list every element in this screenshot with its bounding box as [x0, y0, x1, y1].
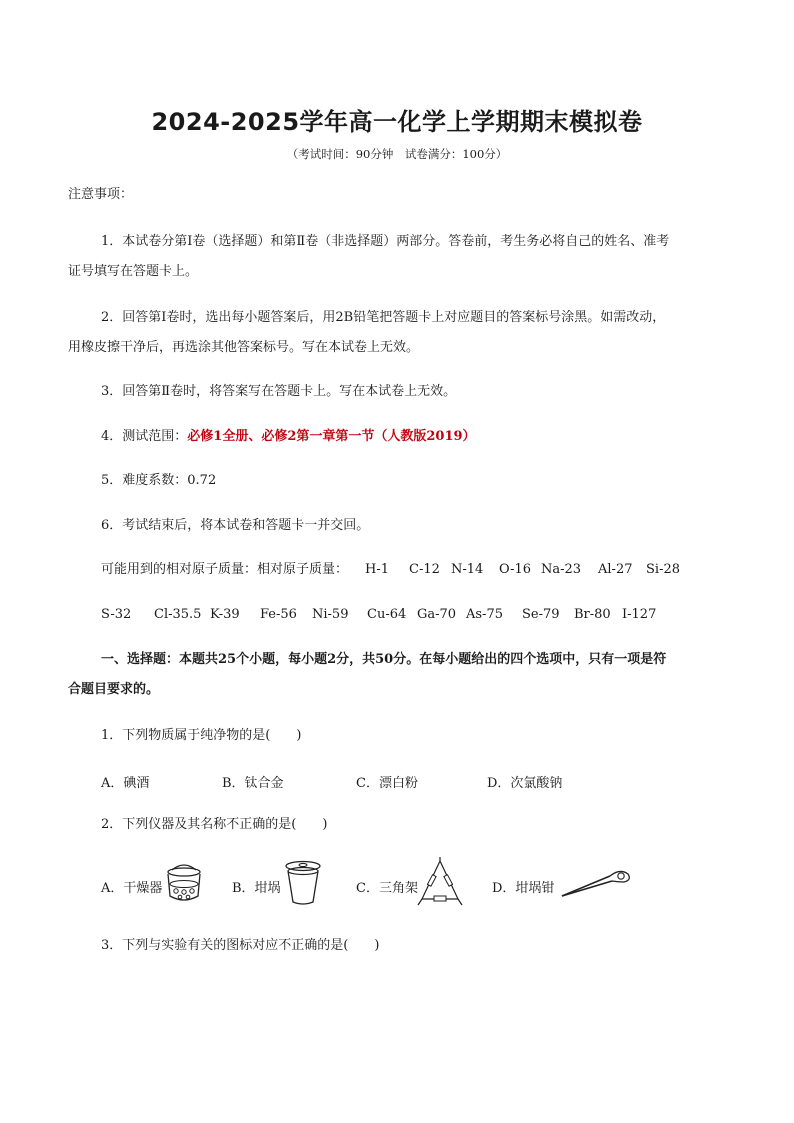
- question-1-option-c[interactable]: C．漂白粉: [356, 776, 418, 791]
- atomic-mass: Cl-35.5: [154, 607, 202, 622]
- notice-item-1-line-1: 1．本试卷分第Ⅰ卷（选择题）和第Ⅱ卷（非选择题）两部分。答卷前，考生务必将自己的姓名、准考: [101, 234, 670, 249]
- question-2-stem: 2．下列仪器及其名称不正确的是( ): [101, 817, 328, 832]
- atomic-mass: Se-79: [522, 607, 560, 622]
- exam-info: （考试时间：90分钟 试卷满分：100分）: [286, 147, 508, 161]
- atomic-mass: S-32: [101, 607, 132, 622]
- triangle-stand-icon: [417, 857, 463, 909]
- notice-item-6: 6．考试结束后，将本试卷和答题卡一并交回。: [101, 518, 370, 533]
- question-1-option-d[interactable]: D．次氯酸钠: [487, 776, 563, 791]
- notice-item-4: [101, 429, 476, 445]
- question-1-option-b[interactable]: B．钛合金: [222, 776, 284, 791]
- atomic-mass-label: 可能用到的相对原子质量：相对原子质量：: [101, 562, 349, 577]
- question-1-stem: 1．下列物质属于纯净物的是( ): [101, 728, 302, 743]
- atomic-mass: Ni-59: [312, 607, 349, 622]
- atomic-mass: Br-80: [574, 607, 611, 622]
- notice-item-2-line-2: 用橡皮擦干净后，再选涂其他答案标号。写在本试卷上无效。: [68, 340, 420, 355]
- section-1-heading: 一、选择题：本题共25个小题，每小题2分，共50分。在每小题给出的四个选项中，只有一项是符: [101, 652, 667, 667]
- atomic-mass: Al-27: [598, 562, 633, 577]
- notice-item-3: 3．回答第Ⅱ卷时，将答案写在答题卡上。写在本试卷上无效。: [101, 384, 457, 399]
- atomic-mass: C-12: [409, 562, 440, 577]
- notice-item-2-line-1: 2．回答第Ⅰ卷时，选出每小题答案后，用2B铅笔把答题卡上对应题目的答案标号涂黑。如需改动，: [101, 310, 666, 325]
- atomic-mass: H-1: [365, 562, 390, 577]
- question-2-option-d[interactable]: D．坩埚钳: [492, 881, 555, 896]
- atomic-mass: I-127: [622, 607, 657, 622]
- atomic-mass: As-75: [466, 607, 503, 622]
- desiccator-icon: [164, 860, 204, 906]
- atomic-mass: Si-28: [646, 562, 680, 577]
- question-3-stem: 3．下列与实验有关的图标对应不正确的是( ): [101, 938, 380, 953]
- section-1-heading-cont: 合题目要求的。: [68, 682, 160, 697]
- notice-item-4-prefix: 4．测试范围：: [101, 429, 188, 444]
- crucible-tongs-icon: [560, 866, 632, 900]
- crucible-icon: [283, 859, 323, 907]
- question-2-option-b[interactable]: B．坩埚: [232, 881, 281, 896]
- atomic-mass: K-39: [210, 607, 240, 622]
- atomic-mass: Ga-70: [417, 607, 457, 622]
- question-2-option-a[interactable]: A．干燥器: [101, 881, 163, 896]
- notice-item-5: 5．难度系数：0.72: [101, 473, 217, 488]
- atomic-mass: Na-23: [541, 562, 582, 577]
- question-2-option-c[interactable]: C．三角架: [356, 881, 418, 896]
- atomic-mass: N-14: [451, 562, 484, 577]
- question-1-option-a[interactable]: A．碘酒: [101, 776, 150, 791]
- atomic-mass: O-16: [499, 562, 532, 577]
- test-scope: 必修1全册、必修2第一章第一节（人教版2019）: [187, 429, 476, 444]
- page-title: 2024-2025学年高一化学上学期期末模拟卷: [151, 108, 643, 136]
- atomic-mass: Cu-64: [367, 607, 407, 622]
- atomic-mass: Fe-56: [260, 607, 297, 622]
- notice-heading: 注意事项：: [68, 187, 134, 202]
- notice-item-1-line-2: 证号填写在答题卡上。: [68, 264, 199, 279]
